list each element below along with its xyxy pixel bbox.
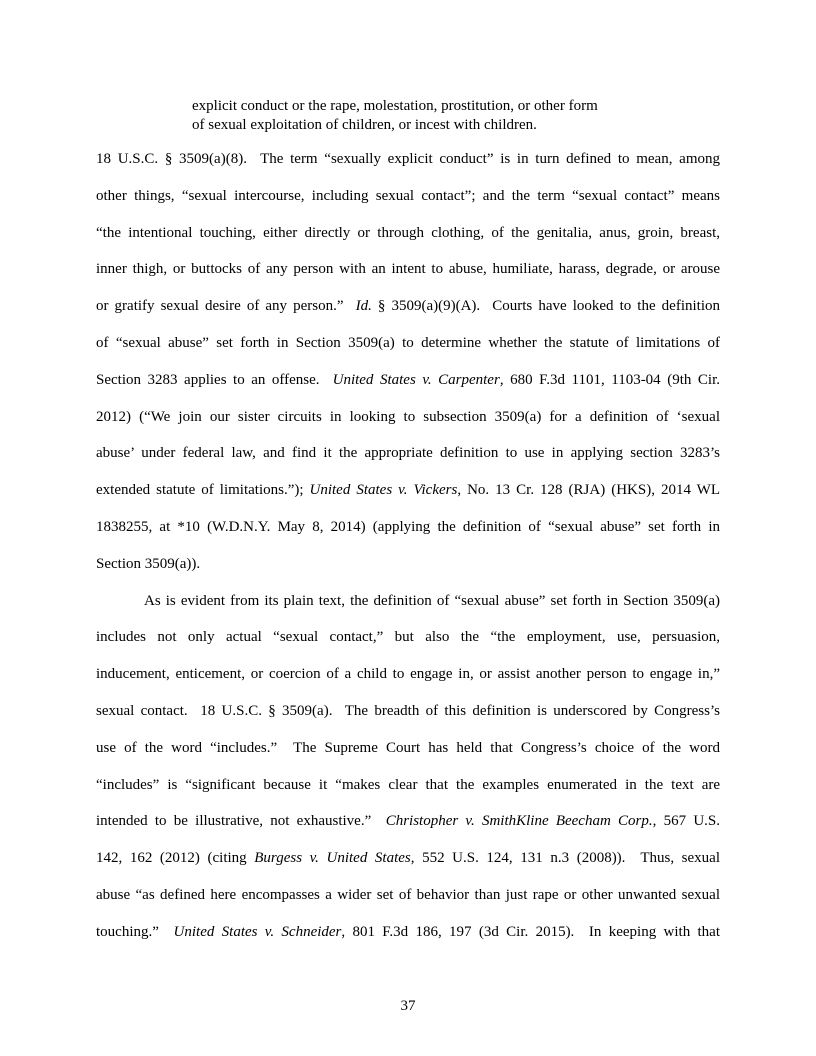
text-segment: extended statute of limitations.”); bbox=[96, 482, 310, 499]
case-citation: United States v. Vickers bbox=[309, 482, 458, 499]
text-segment: § 3509(a)(9)(A). Courts have looked to the definition bbox=[371, 298, 720, 315]
text-segment: , 680 F.3d 1101, 1103-04 (9th Cir. bbox=[499, 371, 720, 388]
text-segment: “includes” is “significant because it “makes clear that the examples enumerated in the text are bbox=[96, 776, 720, 793]
text-segment: , No. 13 Cr. 128 (RJA) (HKS), 2014 WL bbox=[457, 482, 721, 499]
text-line bbox=[96, 224, 720, 261]
page-number: 37 bbox=[400, 998, 416, 1014]
text-line bbox=[96, 444, 720, 481]
text-segment: 18 U.S.C. § 3509(a)(8). The term “sexually explicit conduct” is in turn defined to mean, among bbox=[96, 151, 720, 167]
text-line bbox=[96, 739, 720, 776]
text-line bbox=[96, 776, 720, 813]
text-segment: or gratify sexual desire of any person.” bbox=[96, 298, 356, 315]
text-line bbox=[96, 628, 720, 665]
text-line bbox=[96, 665, 720, 702]
text-line bbox=[96, 481, 720, 518]
text-line bbox=[96, 849, 720, 886]
text-segment: Section 3509(a)). bbox=[96, 555, 201, 572]
text-segment: 2012) (“We join our sister circuits in looking to subsection 3509(a) for a definition of ‘sexual bbox=[96, 408, 720, 425]
paragraph bbox=[96, 592, 720, 960]
text-line bbox=[96, 187, 720, 224]
text-segment: includes not only actual “sexual contact,” but also the “the employment, use, persuasion, bbox=[96, 629, 720, 646]
text-line bbox=[96, 923, 720, 960]
text-segment: intended to be illustrative, not exhaustive.” bbox=[96, 813, 386, 830]
text-segment: sexual contact. 18 U.S.C. § 3509(a). The breadth of this definition is underscored by Congress’s bbox=[96, 702, 720, 719]
case-citation: Christopher v. SmithKline Beecham Corp. bbox=[385, 813, 653, 830]
text-segment: inducement, enticement, or coercion of a child to engage in, or assist another person to engage in,” bbox=[96, 666, 720, 683]
text-segment: other things, “sexual intercourse, including sexual contact”; and the term “sexual contact” means bbox=[96, 187, 720, 204]
text-line bbox=[96, 812, 720, 849]
text-segment: of “sexual abuse” set forth in Section 3509(a) to determine whether the statute of limitations of bbox=[96, 334, 720, 351]
text-line bbox=[96, 408, 720, 445]
body-text bbox=[96, 150, 720, 960]
text-segment: touching.” bbox=[96, 923, 174, 940]
case-citation: Id. bbox=[355, 298, 372, 315]
text-segment: use of the word “includes.” The Supreme Court has held that Congress’s choice of the word bbox=[96, 739, 720, 756]
block-quote-line: of sexual exploitation of children, or incest with children. bbox=[192, 117, 537, 133]
text-segment: abuse’ under federal law, and find it the appropriate definition to use in applying section 3283’s bbox=[96, 445, 720, 462]
text-line bbox=[96, 297, 720, 334]
paragraph bbox=[96, 150, 720, 592]
text-line bbox=[96, 150, 720, 187]
text-line bbox=[96, 334, 720, 371]
text-line bbox=[96, 555, 720, 592]
text-segment: abuse “as defined here encompasses a wider set of behavior than just rape or other unwanted sexual bbox=[96, 886, 720, 903]
block-quote bbox=[192, 97, 652, 135]
text-line bbox=[96, 518, 720, 555]
case-citation: United States v. Carpenter bbox=[332, 371, 500, 388]
text-segment: “the intentional touching, either directly or through clothing, of the genitalia, anus, groin, breast, bbox=[96, 224, 720, 241]
text-line bbox=[96, 371, 720, 408]
text-segment: As is evident from its plain text, the definition of “sexual abuse” set forth in Section 3509(a) bbox=[144, 592, 720, 609]
text-segment: 142, 162 (2012) (citing bbox=[96, 850, 255, 867]
case-citation: United States v. Schneider bbox=[173, 923, 342, 940]
text-line bbox=[96, 260, 720, 297]
block-quote-line: explicit conduct or the rape, molestation, prostitution, or other form bbox=[192, 98, 598, 114]
text-segment: , 801 F.3d 186, 197 (3d Cir. 2015). In keeping with that bbox=[341, 923, 721, 940]
text-line bbox=[96, 592, 720, 629]
text-segment: , 552 U.S. 124, 131 n.3 (2008)). Thus, sexual bbox=[410, 850, 720, 867]
text-segment: , 567 U.S. bbox=[652, 813, 720, 830]
text-line bbox=[96, 702, 720, 739]
text-line bbox=[96, 886, 720, 923]
case-citation: Burgess v. United States bbox=[254, 850, 411, 867]
text-segment: 1838255, at *10 (W.D.N.Y. May 8, 2014) (applying the definition of “sexual abuse” set forth in bbox=[96, 518, 720, 535]
text-segment: inner thigh, or buttocks of any person with an intent to abuse, humiliate, harass, degrade, or arouse bbox=[96, 261, 720, 278]
text-segment: Section 3283 applies to an offense. bbox=[96, 371, 333, 388]
